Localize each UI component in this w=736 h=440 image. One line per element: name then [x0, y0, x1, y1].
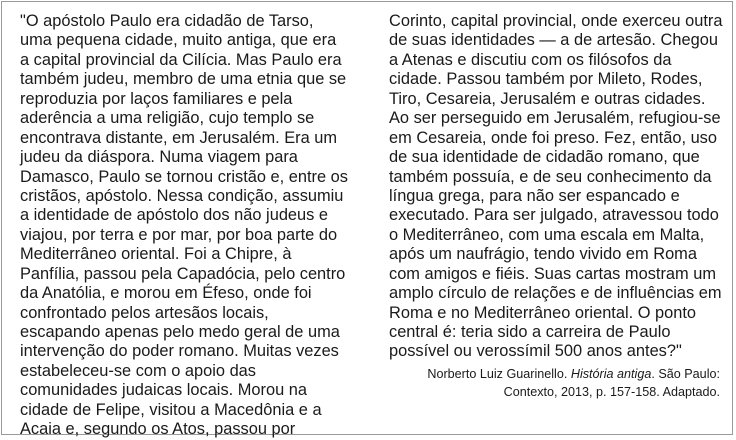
source-citation	[427, 366, 720, 401]
quote-right-column	[389, 12, 722, 362]
quote-line: viajou, por terra e por mar, por boa parte do	[20, 225, 338, 244]
quote-line: judeu da diáspora. Numa viagem para	[20, 148, 298, 167]
quote-line: comunidades judaicas locais. Morou na	[20, 381, 307, 400]
quote-line: após um naufrágio, tendo vivido em Roma	[389, 245, 697, 264]
quote-line: Acaia e, segundo os Atos, passou por	[20, 420, 296, 439]
quote-line: em Cesareia, onde foi preso. Fez, então, uso	[389, 128, 717, 147]
quote-line: também judeu, membro de uma etnia que se	[20, 70, 347, 89]
quote-line: cristãos, apóstolo. Nessa condição, assumiu	[20, 186, 344, 205]
quote-line: amplo círculo de relações e de influências em	[389, 284, 722, 303]
text-frame	[1, 1, 733, 439]
quote-line: reproduzia por laços familiares e pela	[20, 89, 293, 108]
quote-line: intervenção do poder romano. Muitas vezes	[20, 342, 339, 361]
quote-line: a identidade de apóstolo dos não judeus e	[20, 206, 329, 225]
citation-details: Contexto, 2013, p. 157-158. Adaptado.	[503, 384, 720, 399]
quote-line: Panfília, passou pela Capadócia, pelo centro	[20, 264, 346, 283]
quote-line: cidade de Felipe, visitou a Macedônia e a	[20, 400, 322, 419]
quote-line: a Atenas e discutiu com os filósofos da	[389, 50, 672, 69]
quote-line: "O apóstolo Paulo era cidadão de Tarso,	[20, 12, 314, 30]
quote-line: da Anatólia, e morou em Éfeso, onde foi	[20, 284, 312, 303]
quote-line: central é: teria sido a carreira de Paulo	[389, 323, 671, 341]
quote-line: língua grega, para não ser espancado e	[389, 186, 680, 205]
quote-line: Roma e no Mediterrâneo oriental. O ponto	[389, 303, 697, 322]
quote-line: possível ou verossímil 500 anos antes?"	[389, 342, 682, 361]
quote-line: Tiro, Cesareia, Jerusalém e outras cidades.	[389, 89, 706, 108]
quote-line: estabeleceu-se com o apoio das	[20, 361, 256, 380]
quote-left-column	[20, 12, 348, 440]
quote-line: encontrava distante, em Jerusalém. Era um	[20, 128, 338, 147]
quote-line: Damasco, Paulo se tornou cristão e, entre os	[20, 167, 348, 186]
quote-line: executado. Para ser julgado, atravessou todo	[389, 206, 719, 225]
citation-title: História antiga	[570, 367, 652, 381]
quote-line: confrontado pelos artesãos locais,	[20, 303, 269, 322]
quote-line: cidade. Passou também por Mileto, Rodes,	[389, 70, 703, 89]
citation-publisher: . São Paulo:	[651, 367, 720, 381]
quote-line: Mediterrâneo oriental. Foi a Chipre, à	[20, 245, 292, 264]
quote-line: de suas identidades — a de artesão. Chegou	[389, 31, 718, 50]
quote-line: com amigos e fiéis. Suas cartas mostram um	[389, 264, 717, 283]
quote-line: uma pequena cidade, muito antiga, que era	[20, 31, 337, 50]
quote-line: de sua identidade de cidadão romano, que	[389, 148, 700, 167]
quote-line: a capital provincial da Cilícia. Mas Paulo era	[20, 50, 342, 69]
quote-line: Ao ser perseguido em Jerusalém, refugiou-se	[389, 109, 721, 128]
quote-line: Corinto, capital provincial, onde exerceu outra	[389, 12, 723, 30]
quote-line: também possuía, e de seu conhecimento da	[389, 167, 712, 186]
quote-line: escapando apenas pelo medo geral de uma	[20, 323, 340, 341]
citation-author: Norberto Luiz Guarinello.	[427, 367, 571, 381]
citation-line	[427, 366, 720, 384]
quote-line: aderência a uma religião, cujo templo se	[20, 109, 315, 128]
quote-line: o Mediterrâneo, com uma escala em Malta,	[389, 225, 705, 244]
